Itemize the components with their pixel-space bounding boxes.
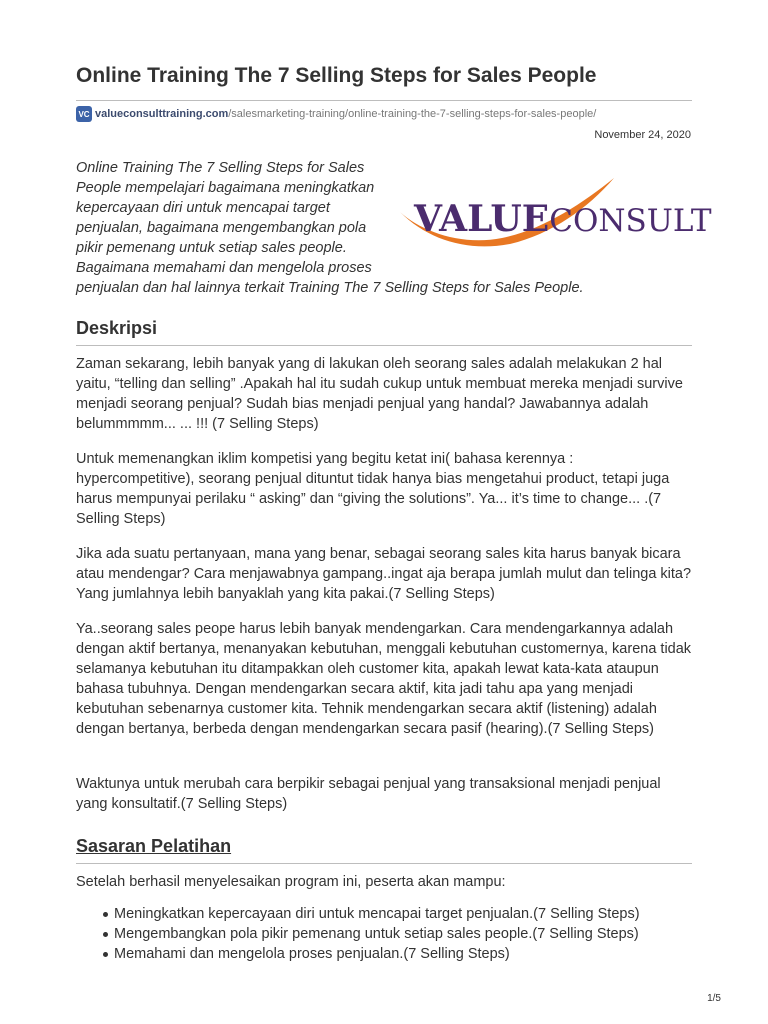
- logo-consult-text: CONSULT: [549, 203, 712, 239]
- list-item: Memahami dan mengelola proses penjualan.(7 Selling Steps): [76, 944, 692, 964]
- sasaran-list: [76, 904, 692, 964]
- deskripsi-paragraph-2: Untuk memenangkan iklim kompetisi yang begitu ketat ini( bahasa kerennya : hypercompetitive), seorang penjual dituntut tidak hanya bias mengetahui product, tetapi juga harus mempunyai perilaku “ asking” dan “giving the solutions”. Ya... it’s time to change... .(7 Selling Steps): [76, 451, 670, 527]
- valueconsult-logo: [392, 164, 712, 264]
- list-item: Mengembangkan pola pikir pemenang untuk setiap sales people.(7 Selling Steps): [76, 924, 692, 944]
- logo-value-text: VALUE: [414, 198, 550, 240]
- source-url[interactable]: [76, 106, 596, 122]
- sasaran-lead: Setelah berhasil menyelesaikan program ini, peserta akan mampu:: [76, 874, 506, 890]
- deskripsi-paragraph-4: Ya..seorang sales peope harus lebih banyak mendengarkan. Cara mendengarkannya adalah dengan aktif bertanya, menanyakan kebutuhan, menggali kebutuhan customernya, karena tidak selamanya kebutuhan itu ditampakkan oleh customer kita, apakah lewat kata-kata ataupun bahasa tubuhnya. Dengan mendengarkan secara aktif, kita jadi tahu apa yang menjadi kebutuhan sebenarnya customer kita. Tehnik mendengarkan secara aktif (listening) adalah dengan bertanya, berbeda dengan mendengarkan secara pasif (hearing).(7 Selling Steps): [76, 621, 692, 737]
- publish-date: November 24, 2020: [594, 129, 691, 141]
- sasaran-section: [76, 836, 692, 864]
- sasaran-divider: [76, 863, 692, 864]
- deskripsi-paragraph-1: Zaman sekarang, lebih banyak yang di lakukan oleh seorang sales adalah melakukan 2 hal yaitu, “telling dan selling” .Apakah hal itu sudah cukup untuk membuat mereka menjadi survive menjadi seorang penjual? Sudah bias menjadi penjual yang handal? Jawabannya adalah belummmmm... ... !!! (7 Selling Steps): [76, 356, 683, 432]
- deskripsi-paragraph-3: Jika ada suatu pertanyaan, mana yang benar, sebagai seorang sales kita harus banyak bicara atau mendengar? Cara menjawabnya gampang..ingat aja berapa jumlah mulut dan telinga kita? Yang jumlahnya lebih banyaklah yang kita pakai.(7 Selling Steps): [76, 546, 692, 602]
- deskripsi-section: [76, 318, 692, 346]
- deskripsi-divider: [76, 345, 692, 346]
- deskripsi-paragraph-5: Waktunya untuk merubah cara berpikir sebagai penjual yang transaksional menjadi penjual yang konsultatif.(7 Selling Steps): [76, 776, 661, 812]
- site-favicon-icon: VC: [76, 106, 92, 122]
- intro-text: Online Training The 7 Selling Steps for Sales People mempelajari bagaimana meningkatkan kepercayaan diri untuk mencapai target penjualan, bagaimana mengembangkan pola pikir pemenang untuk setiap sales people. Bagaimana memahami dan mengelola proses penjualan dan hal lainnya terkait Training The 7 Selling Steps for Sales People.: [76, 160, 584, 296]
- sasaran-heading: Sasaran Pelatihan: [76, 836, 232, 856]
- deskripsi-heading: Deskripsi: [76, 318, 158, 338]
- page-title: Online Training The 7 Selling Steps for Sales People: [76, 64, 597, 87]
- list-item: Meningkatkan kepercayaan diri untuk mencapai target penjualan.(7 Selling Steps): [76, 904, 692, 924]
- intro-block: [76, 158, 712, 298]
- title-divider: [76, 100, 692, 101]
- url-domain[interactable]: valueconsulttraining.com: [95, 108, 229, 120]
- page-number: 1/5: [707, 993, 721, 1004]
- url-path[interactable]: /salesmarketing-training/online-training-the-7-selling-steps-for-sales-people/: [228, 108, 597, 120]
